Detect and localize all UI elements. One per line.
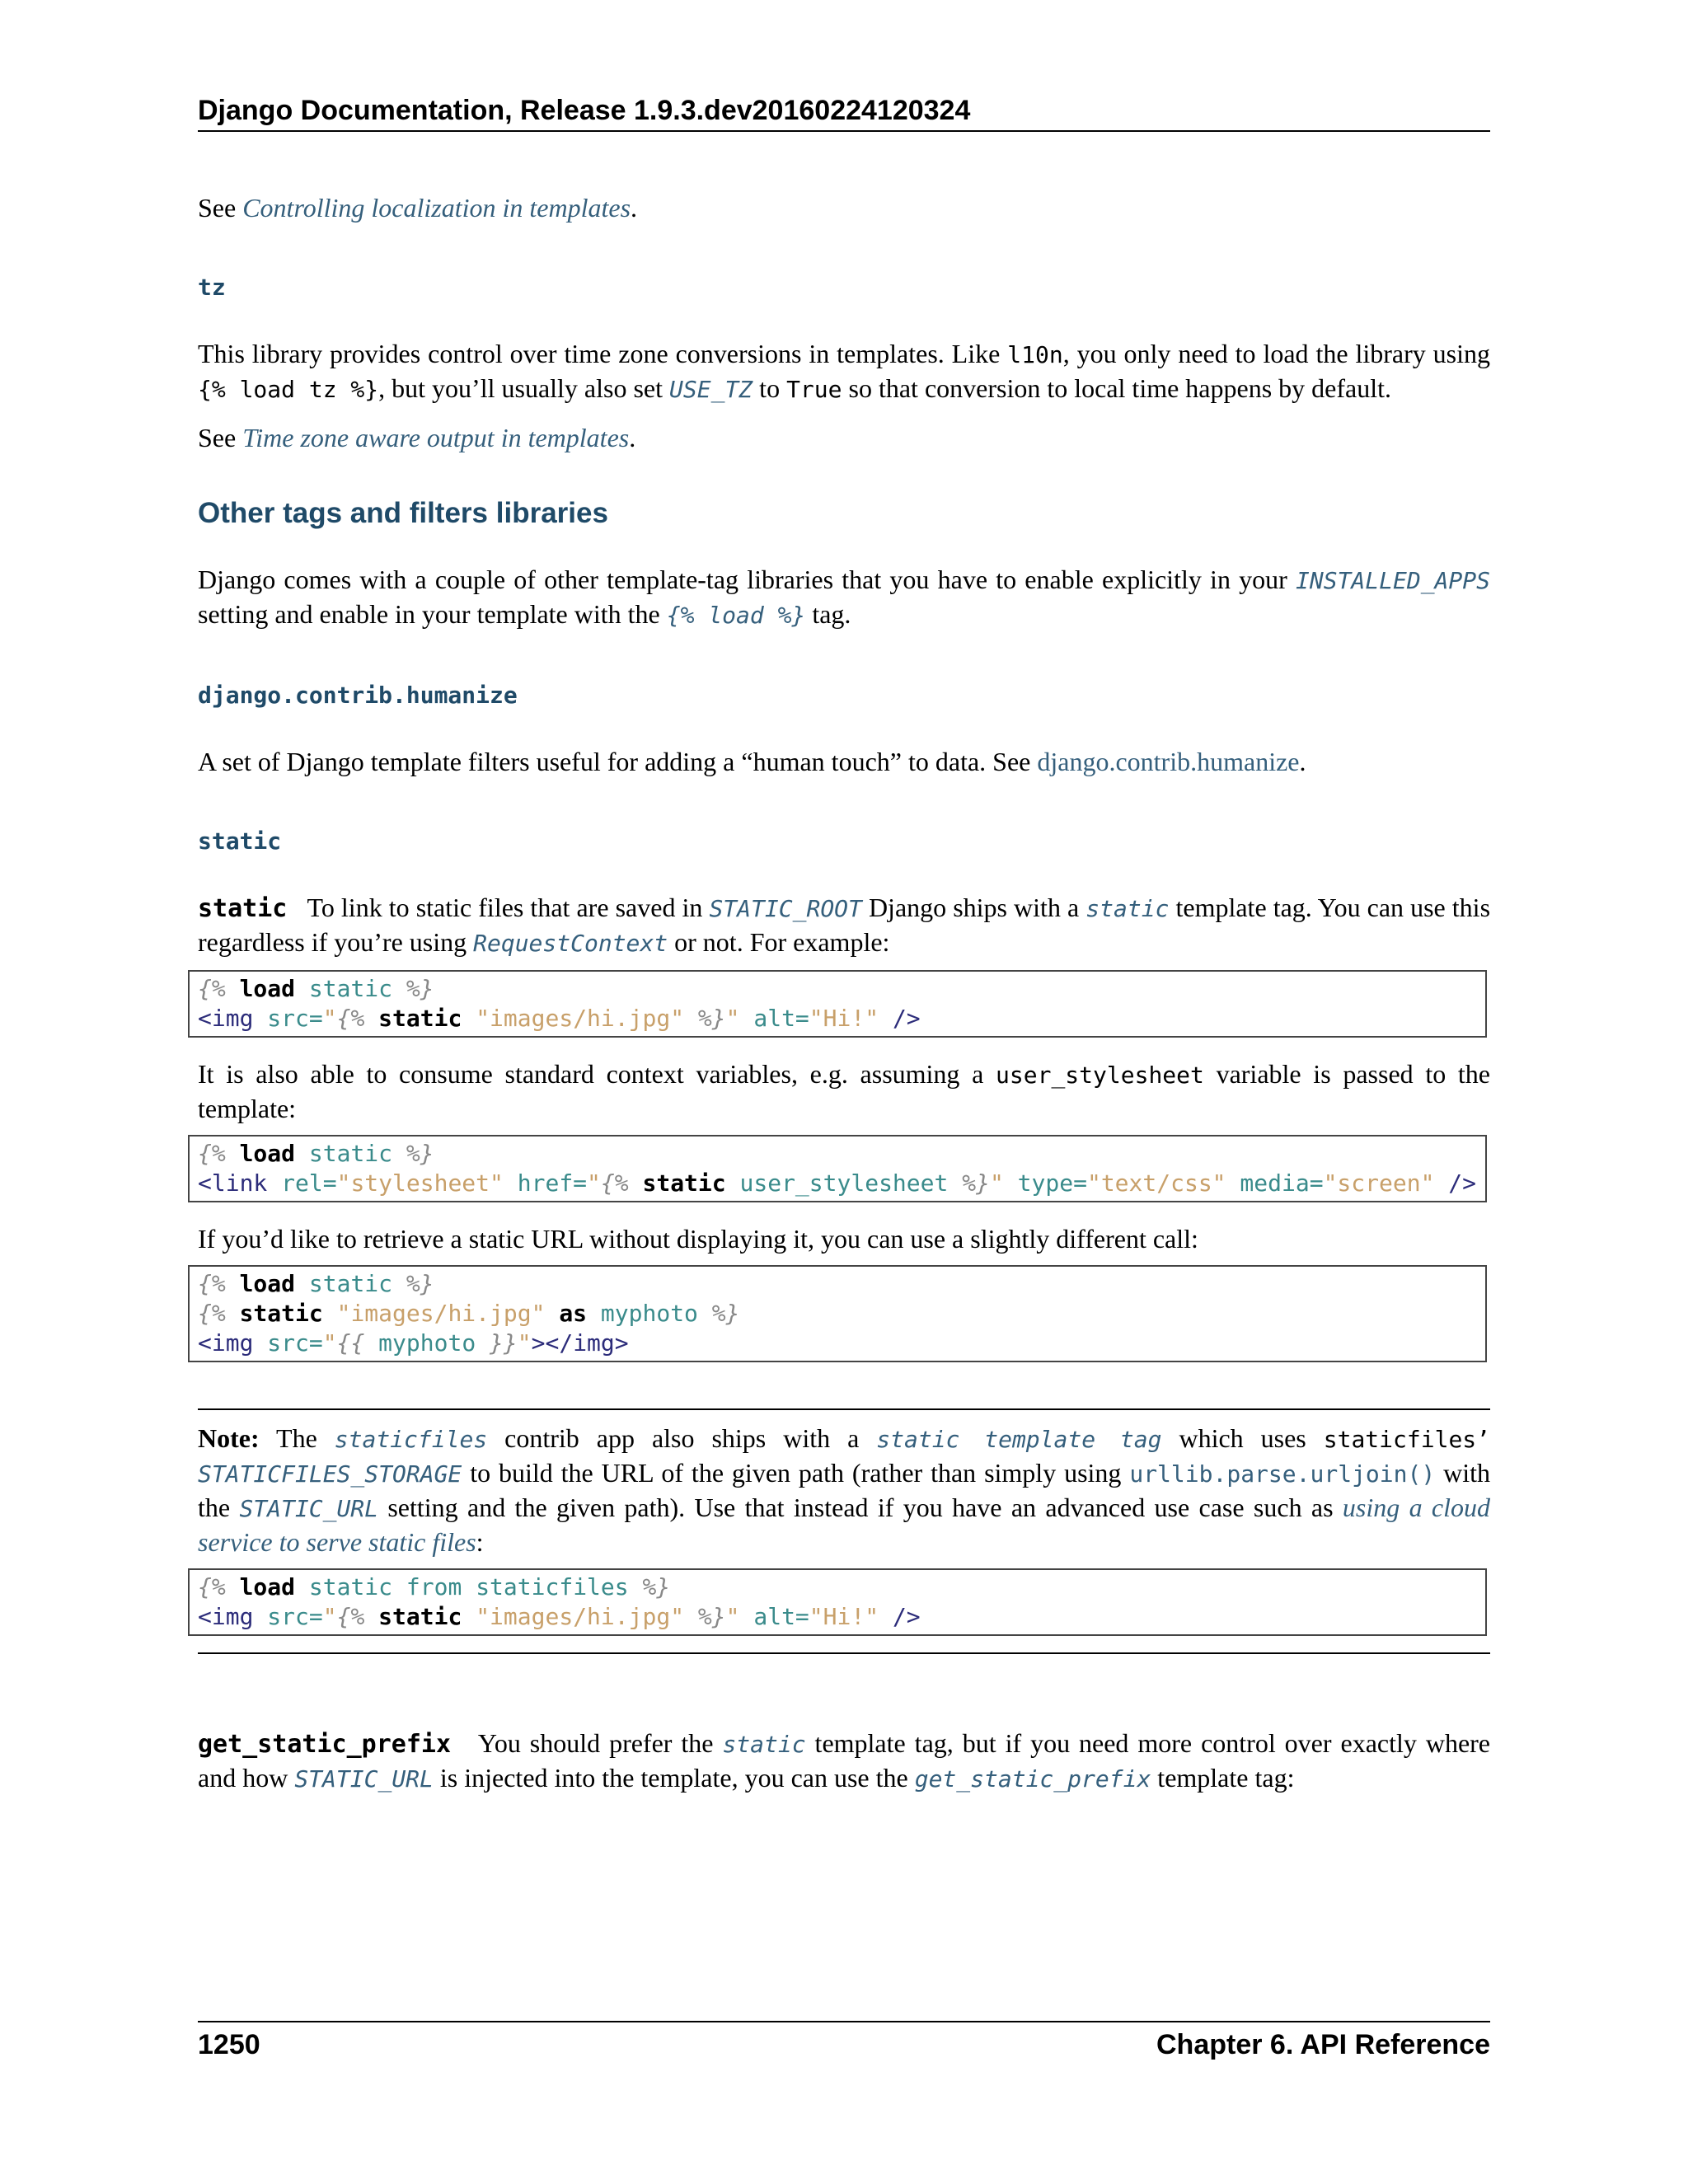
context-variables-paragraph: It is also able to consume standard context variables, e.g. assuming a user_stylesheet variable is passed to the template: [198, 1059, 1491, 1123]
static-paragraph: static To link to static files that are saved in STATIC_ROOT Django ships with a static template tag. You can use this regardless if you’re using RequestContext or not. For example: [198, 893, 1491, 957]
load-tz-literal: {% load tz %} [198, 376, 379, 403]
running-header [198, 94, 1490, 132]
get-static-prefix-paragraph: get_static_prefix You should prefer the static template tag, but if you need more control over exactly where and how STATIC_URL is injected into the template, you can use the get_static_prefix template tag: [198, 1728, 1490, 1793]
load-tag-link[interactable]: {% load %} [666, 602, 806, 629]
static-tag-link[interactable]: static [1085, 895, 1170, 922]
urljoin-link[interactable]: urllib.parse.urljoin() [1129, 1460, 1436, 1488]
other-libraries-paragraph: Django comes with a couple of other template-tag libraries that you have to enable explicitly in your INSTALLED_APPS setting and enable in your template with the {% load %} tag. [198, 565, 1490, 629]
installed-apps-link[interactable]: INSTALLED_APPS [1295, 567, 1490, 594]
static-url-link-2[interactable]: STATIC_URL [294, 1765, 434, 1793]
static-tag-link-2[interactable]: static [722, 1731, 806, 1758]
see-timezone-paragraph: See Time zone aware output in templates. [198, 423, 636, 452]
page-content [198, 191, 1490, 1796]
tz-heading: tz [198, 274, 226, 301]
tz-paragraph: This library provides control over time zone conversions in templates. Like l10n, you only need to load the library using {% load tz %}, but you’ll usually also set USE_TZ to True so that conversion to local time happens by default. [198, 339, 1491, 403]
static-term: static [198, 894, 288, 923]
timezone-output-link[interactable]: Time zone aware output in templates [242, 423, 630, 452]
humanize-heading: django.contrib.humanize [198, 682, 518, 709]
get-static-prefix-link[interactable]: get_static_prefix [914, 1765, 1151, 1793]
staticfiles-storage-link[interactable]: STATICFILES_STORAGE [198, 1460, 462, 1488]
controlling-localization-link[interactable]: Controlling localization in templates [242, 193, 631, 223]
code-block-staticfiles: {% load static from staticfiles %} <img src="{% static "images/hi.jpg" %}" alt="Hi!" /> [188, 1568, 1487, 1636]
static-template-tag-link[interactable]: static template tag [876, 1426, 1162, 1453]
code-block-static-link: {% load static %} <link rel="stylesheet" href="{% static user_stylesheet %}" type="text/css" media="screen" /> [188, 1135, 1487, 1202]
l10n-literal: l10n [1007, 341, 1063, 368]
user-stylesheet-literal: user_stylesheet [996, 1062, 1204, 1089]
true-literal: True [786, 376, 842, 403]
static-root-link[interactable]: STATIC_ROOT [709, 895, 862, 922]
code-block-static-as: {% load static %} {% static "images/hi.jpg" as myphoto %} <img src="{{ myphoto }}"></img> [188, 1265, 1487, 1362]
humanize-paragraph: A set of Django template filters useful for adding a “human touch” to data. See django.contrib.humanize. [198, 747, 1306, 776]
see-localization-paragraph: See Controlling localization in templates. [198, 193, 638, 223]
header-title: Django Documentation, Release 1.9.3.dev20160224120324 [198, 95, 971, 126]
staticfiles-literal: staticfiles’ [1323, 1426, 1491, 1453]
cloud-service-link[interactable]: using a cloud service to serve static files [198, 1493, 1491, 1557]
code-block-static-img: {% load static %} <img src="{% static "images/hi.jpg" %}" alt="Hi!" /> [188, 970, 1487, 1038]
get-static-prefix-term: get_static_prefix [198, 1730, 452, 1759]
retrieve-url-paragraph: If you’d like to retrieve a static URL without displaying it, you can use a slightly different call: [198, 1224, 1198, 1254]
staticfiles-link[interactable]: staticfiles [334, 1426, 488, 1453]
note-label: Note: [198, 1423, 260, 1453]
running-footer [198, 2021, 1490, 2061]
chapter-title: Chapter 6. API Reference [1156, 2029, 1490, 2060]
static-heading: static [198, 827, 282, 855]
other-libraries-heading: Other tags and filters libraries [198, 497, 608, 529]
request-context-link[interactable]: RequestContext [473, 930, 668, 957]
static-url-link[interactable]: STATIC_URL [239, 1495, 379, 1522]
page-number: 1250 [198, 2029, 260, 2060]
note-paragraph: Note: The staticfiles contrib app also ships with a static template tag which uses staticfiles’ STATICFILES_STORAGE to build the URL of the given path (rather than simply using urllib.parse.urljoin() with the STATIC_URL setting and the given path). Use that instead if you have an advanced use case such as using a cloud service to serve static files: [198, 1423, 1491, 1557]
document-page [198, 0, 1490, 2184]
humanize-link[interactable]: django.contrib.humanize [1037, 747, 1300, 776]
note-admonition [198, 1408, 1490, 1654]
use-tz-link[interactable]: USE_TZ [669, 376, 753, 403]
